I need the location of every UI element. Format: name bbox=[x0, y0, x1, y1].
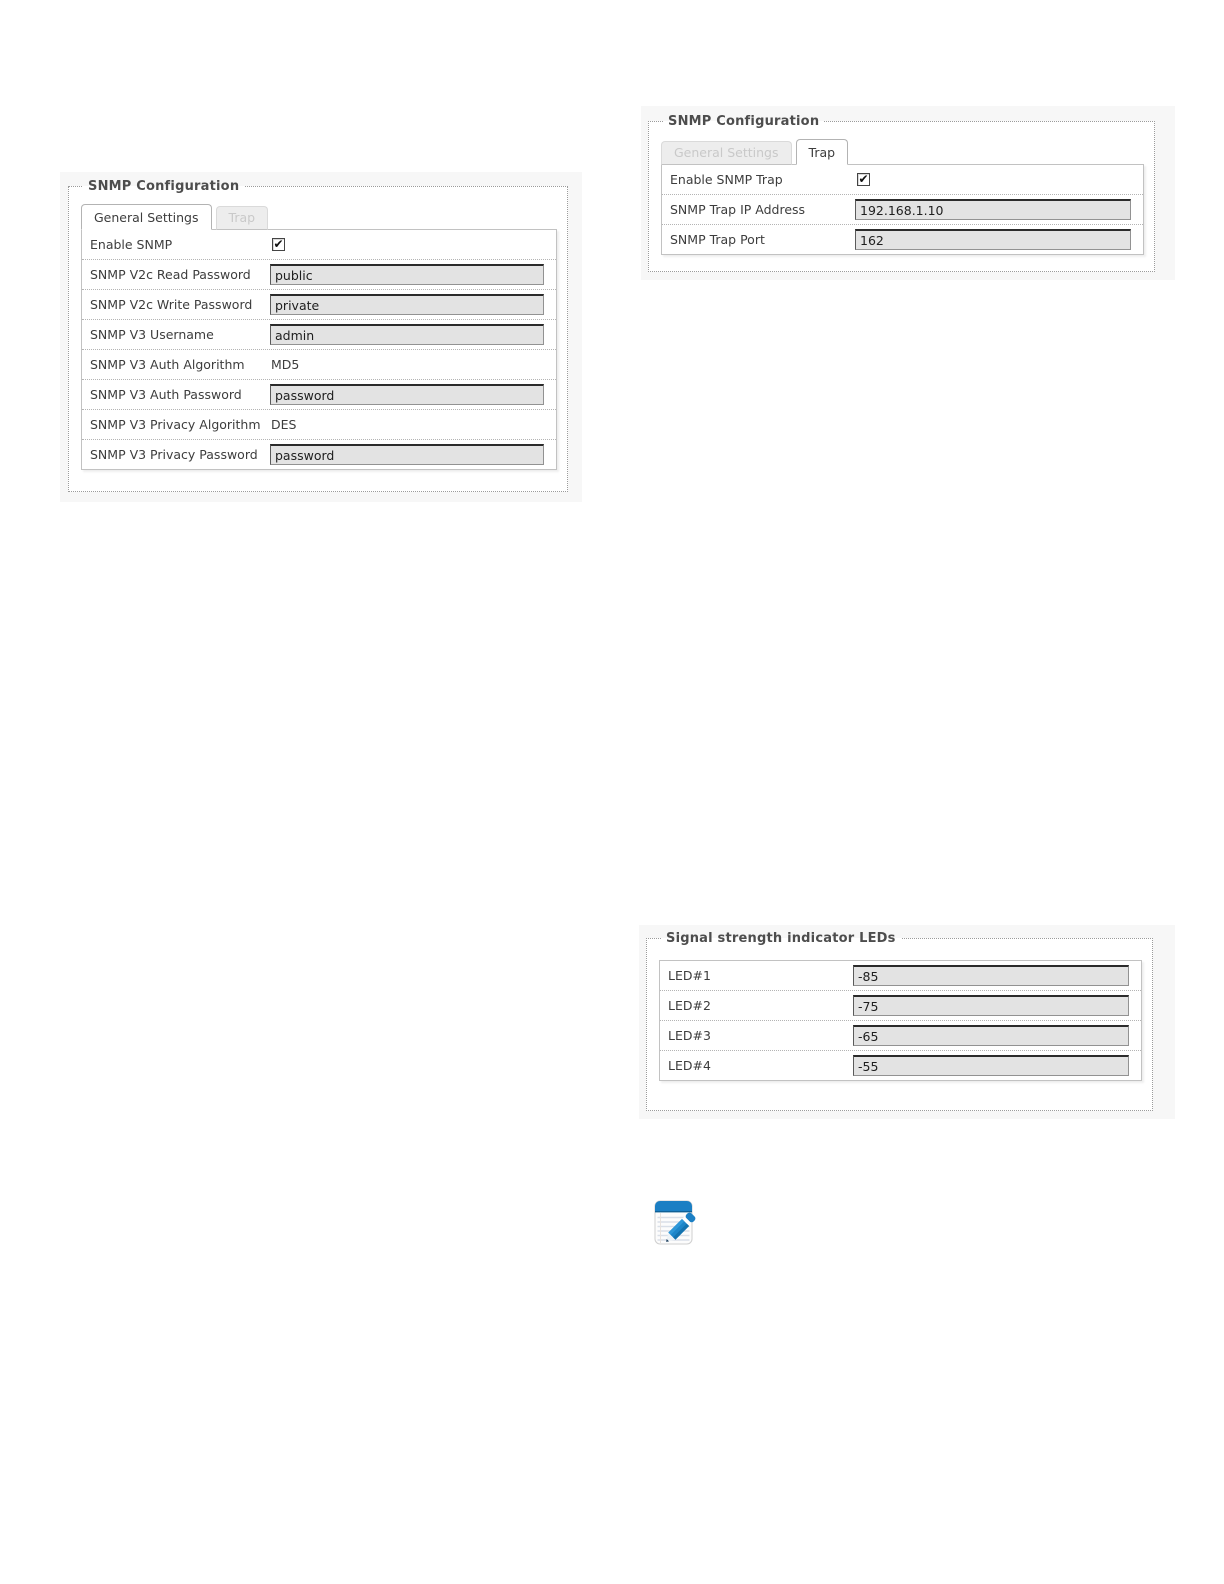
snmp-v3-privacy-password-input[interactable] bbox=[270, 444, 544, 465]
row-label: SNMP V3 Auth Algorithm bbox=[90, 357, 245, 372]
row-label: SNMP V2c Read Password bbox=[90, 267, 251, 282]
table-row bbox=[82, 319, 556, 349]
snmp-v2c-write-password-input[interactable] bbox=[270, 294, 544, 315]
snmp-v3-username-input[interactable] bbox=[270, 324, 544, 345]
led1-threshold-input[interactable] bbox=[853, 965, 1129, 986]
table-row bbox=[660, 990, 1141, 1020]
table-row bbox=[82, 439, 556, 469]
row-label: Enable SNMP bbox=[90, 237, 173, 252]
snmp-v3-auth-password-input[interactable] bbox=[270, 384, 544, 405]
table-row bbox=[82, 379, 556, 409]
row-label: SNMP V3 Privacy Algorithm bbox=[90, 417, 261, 432]
snmp-configuration-general-panel bbox=[68, 179, 568, 492]
tab-bar bbox=[81, 204, 557, 229]
signal-strength-leds-panel bbox=[646, 931, 1153, 1111]
panel-legend: Signal strength indicator LEDs bbox=[666, 931, 896, 946]
tab-trap[interactable]: Trap bbox=[216, 206, 269, 230]
tab-bar bbox=[661, 139, 1144, 164]
table-row bbox=[82, 349, 556, 379]
tab-trap[interactable]: Trap bbox=[796, 139, 849, 165]
settings-table bbox=[81, 229, 557, 470]
row-label: Enable SNMP Trap bbox=[670, 172, 783, 187]
row-label: LED#3 bbox=[668, 1028, 711, 1043]
table-row bbox=[82, 409, 556, 439]
panel-legend: SNMP Configuration bbox=[668, 114, 820, 129]
enable-snmp-checkbox[interactable] bbox=[272, 238, 285, 251]
snmp-v3-auth-algorithm-value: MD5 bbox=[271, 357, 300, 372]
snmp-trap-ip-address-input[interactable] bbox=[855, 199, 1131, 220]
row-label: SNMP V3 Auth Password bbox=[90, 387, 242, 402]
row-label: SNMP V2c Write Password bbox=[90, 297, 253, 312]
table-row bbox=[82, 230, 556, 259]
row-label: LED#2 bbox=[668, 998, 711, 1013]
snmp-v3-privacy-algorithm-value: DES bbox=[271, 417, 297, 432]
enable-snmp-trap-checkbox[interactable] bbox=[857, 173, 870, 186]
table-row bbox=[660, 1020, 1141, 1050]
note-edit-icon-svg bbox=[648, 1192, 704, 1248]
tab-general-settings[interactable]: General Settings bbox=[81, 204, 212, 230]
table-row bbox=[660, 961, 1141, 990]
table-row bbox=[82, 259, 556, 289]
row-label: SNMP Trap IP Address bbox=[670, 202, 806, 217]
tab-general-settings[interactable]: General Settings bbox=[661, 141, 792, 165]
led2-threshold-input[interactable] bbox=[853, 995, 1129, 1016]
table-row bbox=[660, 1050, 1141, 1080]
snmp-configuration-trap-panel bbox=[648, 114, 1155, 272]
table-row bbox=[662, 165, 1143, 194]
snmp-v2c-read-password-input[interactable] bbox=[270, 264, 544, 285]
table-row bbox=[662, 194, 1143, 224]
table-row bbox=[662, 224, 1143, 254]
row-label: SNMP Trap Port bbox=[670, 232, 765, 247]
row-label: SNMP V3 Privacy Password bbox=[90, 447, 258, 462]
settings-table bbox=[659, 960, 1142, 1081]
table-row bbox=[82, 289, 556, 319]
panel-legend: SNMP Configuration bbox=[88, 179, 240, 194]
snmp-trap-port-input[interactable] bbox=[855, 229, 1131, 250]
settings-table bbox=[661, 164, 1144, 255]
row-label: LED#4 bbox=[668, 1058, 711, 1073]
led4-threshold-input[interactable] bbox=[853, 1055, 1129, 1076]
note-edit-icon bbox=[648, 1192, 704, 1248]
row-label: LED#1 bbox=[668, 968, 711, 983]
row-label: SNMP V3 Username bbox=[90, 327, 214, 342]
led3-threshold-input[interactable] bbox=[853, 1025, 1129, 1046]
